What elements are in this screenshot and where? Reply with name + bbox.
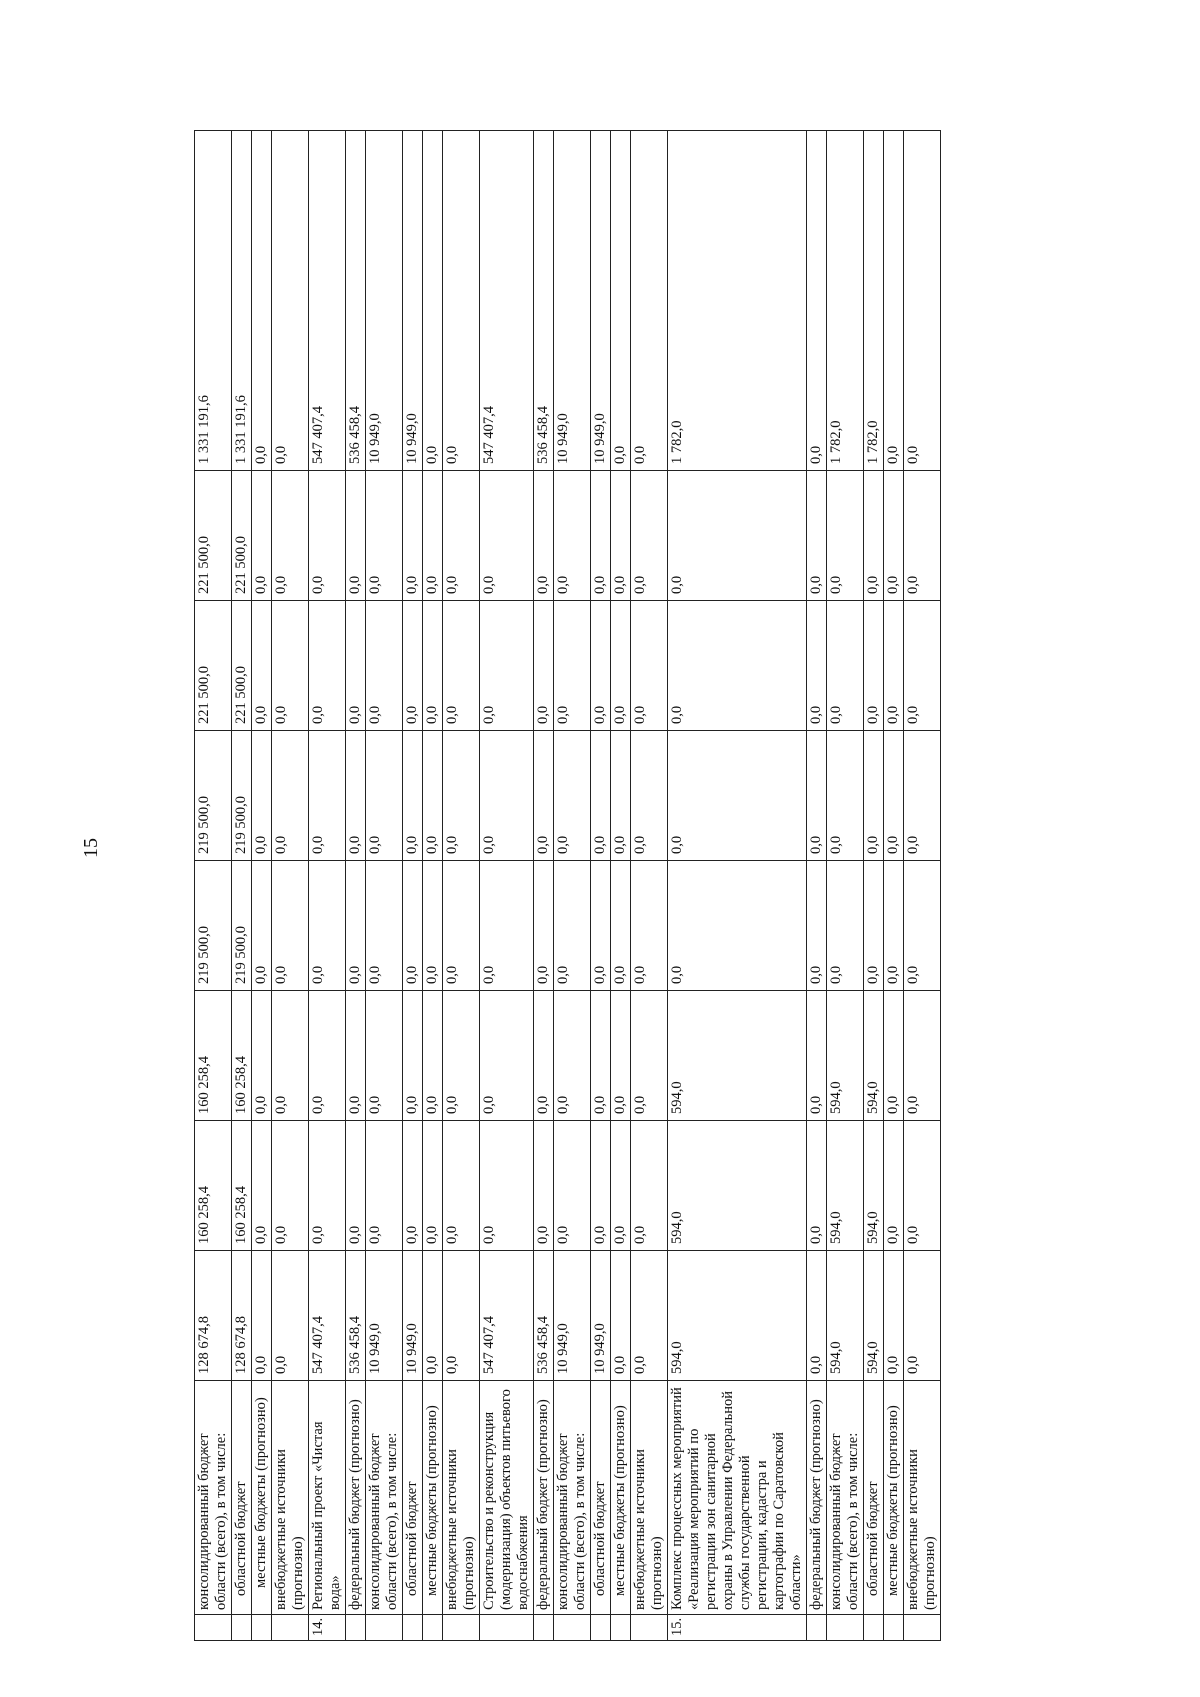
value-cell: 0,0 [554, 731, 591, 861]
value-cell: 0,0 [272, 731, 309, 861]
value-cell: 0,0 [443, 471, 480, 601]
value-cell: 0,0 [480, 1121, 534, 1251]
row-index [272, 1615, 309, 1641]
row-index [403, 1615, 423, 1641]
table-row [904, 131, 941, 1641]
value-cell: 0,0 [904, 1121, 941, 1251]
value-cell: 0,0 [807, 1121, 827, 1251]
value-cell: 0,0 [252, 731, 272, 861]
value-cell: 0,0 [807, 471, 827, 601]
row-total-cell: 0,0 [272, 131, 309, 471]
value-cell: 0,0 [611, 861, 631, 991]
table-row [309, 131, 346, 1641]
value-cell: 0,0 [591, 1121, 611, 1251]
value-cell: 0,0 [884, 1251, 904, 1381]
row-total-cell: 0,0 [904, 131, 941, 471]
value-cell: 0,0 [346, 861, 366, 991]
value-cell: 0,0 [904, 601, 941, 731]
table-row [884, 131, 904, 1641]
table-row [443, 131, 480, 1641]
row-total-cell: 0,0 [611, 131, 631, 471]
value-cell: 0,0 [827, 601, 864, 731]
value-cell: 0,0 [252, 1251, 272, 1381]
value-cell: 0,0 [480, 601, 534, 731]
row-label: федеральный бюджет (прогнозно) [807, 1381, 827, 1615]
value-cell: 0,0 [443, 1251, 480, 1381]
table-row [611, 131, 631, 1641]
value-cell: 10 949,0 [403, 1251, 423, 1381]
row-index [366, 1615, 403, 1641]
value-cell: 221 500,0 [232, 471, 252, 601]
value-cell: 10 949,0 [591, 1251, 611, 1381]
value-cell: 0,0 [668, 601, 807, 731]
value-cell: 536 458,4 [346, 1251, 366, 1381]
value-cell: 0,0 [534, 861, 554, 991]
row-total-cell: 0,0 [631, 131, 668, 471]
value-cell: 0,0 [534, 471, 554, 601]
table-row [423, 131, 443, 1641]
value-cell: 0,0 [403, 1121, 423, 1251]
value-cell: 160 258,4 [195, 991, 232, 1121]
value-cell: 0,0 [252, 991, 272, 1121]
value-cell: 10 949,0 [366, 1251, 403, 1381]
value-cell: 0,0 [366, 861, 403, 991]
value-cell: 219 500,0 [232, 731, 252, 861]
row-label: внебюджетные источники (прогнозно) [272, 1381, 309, 1615]
row-label: местные бюджеты (прогнозно) [611, 1381, 631, 1615]
value-cell: 0,0 [366, 471, 403, 601]
row-label: местные бюджеты (прогнозно) [884, 1381, 904, 1615]
row-total-cell: 10 949,0 [591, 131, 611, 471]
value-cell: 0,0 [272, 601, 309, 731]
row-label: консолидированный бюджет области (всего), в том числе: [554, 1381, 591, 1615]
table-row [591, 131, 611, 1641]
value-cell: 128 674,8 [232, 1251, 252, 1381]
row-label: Комплекс процессных мероприятий «Реализация мероприятий по регистрации зон санитарной охраны в Управлении Федеральной службы государственной регистрации, кадастра и картографии по Саратовской области» [668, 1381, 807, 1615]
value-cell: 0,0 [309, 471, 346, 601]
value-cell: 0,0 [611, 471, 631, 601]
value-cell: 0,0 [272, 471, 309, 601]
table-row [668, 131, 807, 1641]
value-cell: 594,0 [827, 1121, 864, 1251]
value-cell: 221 500,0 [195, 601, 232, 731]
value-cell: 0,0 [904, 861, 941, 991]
table-row [232, 131, 252, 1641]
value-cell: 0,0 [904, 1251, 941, 1381]
value-cell: 594,0 [864, 991, 884, 1121]
row-label: внебюджетные источники (прогнозно) [904, 1381, 941, 1615]
value-cell: 0,0 [423, 1251, 443, 1381]
value-cell: 0,0 [668, 731, 807, 861]
value-cell: 0,0 [591, 601, 611, 731]
value-cell: 0,0 [884, 471, 904, 601]
value-cell: 594,0 [668, 1251, 807, 1381]
row-total-cell: 1 782,0 [668, 131, 807, 471]
value-cell: 0,0 [904, 731, 941, 861]
value-cell: 0,0 [534, 1121, 554, 1251]
table-row [403, 131, 423, 1641]
value-cell: 221 500,0 [195, 471, 232, 601]
row-label: местные бюджеты (прогнозно) [423, 1381, 443, 1615]
row-label: областной бюджет [591, 1381, 611, 1615]
value-cell: 594,0 [864, 1251, 884, 1381]
value-cell: 0,0 [480, 991, 534, 1121]
row-label: федеральный бюджет (прогнозно) [346, 1381, 366, 1615]
value-cell: 594,0 [827, 991, 864, 1121]
value-cell: 547 407,4 [480, 1251, 534, 1381]
table-row [534, 131, 554, 1641]
value-cell: 0,0 [366, 991, 403, 1121]
row-label: областной бюджет [403, 1381, 423, 1615]
row-total-cell: 1 331 191,6 [232, 131, 252, 471]
row-total-cell: 1 782,0 [827, 131, 864, 471]
value-cell: 0,0 [864, 601, 884, 731]
row-total-cell: 547 407,4 [480, 131, 534, 471]
value-cell: 547 407,4 [309, 1251, 346, 1381]
value-cell: 0,0 [884, 731, 904, 861]
table-row [827, 131, 864, 1641]
value-cell: 160 258,4 [232, 991, 252, 1121]
value-cell: 0,0 [554, 601, 591, 731]
row-label: консолидированный бюджет области (всего), в том числе: [366, 1381, 403, 1615]
value-cell: 0,0 [346, 991, 366, 1121]
value-cell: 0,0 [591, 861, 611, 991]
value-cell: 0,0 [864, 731, 884, 861]
row-index [554, 1615, 591, 1641]
row-index: 15. [668, 1615, 807, 1641]
value-cell: 0,0 [403, 731, 423, 861]
value-cell: 0,0 [534, 731, 554, 861]
row-index [252, 1615, 272, 1641]
value-cell: 219 500,0 [195, 861, 232, 991]
value-cell: 0,0 [591, 991, 611, 1121]
value-cell: 0,0 [423, 601, 443, 731]
value-cell: 0,0 [443, 991, 480, 1121]
value-cell: 0,0 [252, 1121, 272, 1251]
value-cell: 0,0 [554, 471, 591, 601]
row-total-cell: 0,0 [884, 131, 904, 471]
value-cell: 594,0 [668, 991, 807, 1121]
table-row [631, 131, 668, 1641]
value-cell: 0,0 [423, 1121, 443, 1251]
value-cell: 0,0 [904, 471, 941, 601]
value-cell: 0,0 [443, 731, 480, 861]
row-label: консолидированный бюджет области (всего), в том числе: [195, 1381, 232, 1615]
budget-table-rotated [194, 131, 1064, 1641]
value-cell: 0,0 [554, 1121, 591, 1251]
row-index [611, 1615, 631, 1641]
row-index [631, 1615, 668, 1641]
value-cell: 0,0 [611, 1121, 631, 1251]
value-cell: 0,0 [252, 471, 272, 601]
row-total-cell: 547 407,4 [309, 131, 346, 471]
value-cell: 0,0 [480, 471, 534, 601]
value-cell: 0,0 [346, 1121, 366, 1251]
value-cell: 0,0 [309, 731, 346, 861]
row-label: Региональный проект «Чистая вода» [309, 1381, 346, 1615]
value-cell: 0,0 [309, 1121, 346, 1251]
row-label: областной бюджет [864, 1381, 884, 1615]
value-cell: 0,0 [403, 861, 423, 991]
row-total-cell: 1 331 191,6 [195, 131, 232, 471]
row-index [904, 1615, 941, 1641]
row-total-cell: 0,0 [443, 131, 480, 471]
value-cell: 0,0 [480, 861, 534, 991]
row-label: федеральный бюджет (прогнозно) [534, 1381, 554, 1615]
value-cell: 0,0 [309, 991, 346, 1121]
value-cell: 0,0 [631, 991, 668, 1121]
value-cell: 0,0 [884, 1121, 904, 1251]
value-cell: 0,0 [366, 731, 403, 861]
value-cell: 0,0 [346, 471, 366, 601]
value-cell: 0,0 [864, 861, 884, 991]
row-label: консолидированный бюджет области (всего), в том числе: [827, 1381, 864, 1615]
row-index [346, 1615, 366, 1641]
row-index [864, 1615, 884, 1641]
row-index: 14. [309, 1615, 346, 1641]
row-total-cell: 536 458,4 [534, 131, 554, 471]
value-cell: 221 500,0 [232, 601, 252, 731]
row-index [827, 1615, 864, 1641]
value-cell: 0,0 [864, 471, 884, 601]
value-cell: 160 258,4 [232, 1121, 252, 1251]
table-row [346, 131, 366, 1641]
row-index [807, 1615, 827, 1641]
value-cell: 594,0 [864, 1121, 884, 1251]
value-cell: 0,0 [807, 601, 827, 731]
value-cell: 0,0 [807, 731, 827, 861]
value-cell: 0,0 [554, 861, 591, 991]
value-cell: 0,0 [591, 471, 611, 601]
value-cell: 0,0 [534, 601, 554, 731]
value-cell: 0,0 [611, 601, 631, 731]
row-index [884, 1615, 904, 1641]
table-row [252, 131, 272, 1641]
page-number: 15 [80, 838, 102, 858]
value-cell: 0,0 [827, 471, 864, 601]
value-cell: 0,0 [807, 991, 827, 1121]
row-total-cell: 536 458,4 [346, 131, 366, 471]
row-index [195, 1615, 232, 1641]
value-cell: 0,0 [346, 601, 366, 731]
value-cell: 0,0 [631, 1251, 668, 1381]
row-label: внебюджетные источники (прогнозно) [443, 1381, 480, 1615]
row-index [423, 1615, 443, 1641]
row-index [591, 1615, 611, 1641]
row-label: местные бюджеты (прогнозно) [252, 1381, 272, 1615]
row-total-cell: 0,0 [807, 131, 827, 471]
table-row [807, 131, 827, 1641]
value-cell: 594,0 [668, 1121, 807, 1251]
value-cell: 0,0 [591, 731, 611, 861]
value-cell: 0,0 [631, 601, 668, 731]
value-cell: 0,0 [827, 731, 864, 861]
table-row [554, 131, 591, 1641]
value-cell: 0,0 [668, 471, 807, 601]
value-cell: 0,0 [631, 1121, 668, 1251]
value-cell: 0,0 [443, 861, 480, 991]
value-cell: 0,0 [252, 861, 272, 991]
row-label: внебюджетные источники (прогнозно) [631, 1381, 668, 1615]
value-cell: 0,0 [403, 601, 423, 731]
value-cell: 0,0 [309, 861, 346, 991]
value-cell: 0,0 [423, 991, 443, 1121]
value-cell: 0,0 [631, 861, 668, 991]
value-cell: 0,0 [631, 471, 668, 601]
value-cell: 0,0 [272, 861, 309, 991]
value-cell: 0,0 [443, 1121, 480, 1251]
row-label: Строительство и реконструкция (модернизация) объектов питьевого водоснабжения [480, 1381, 534, 1615]
value-cell: 0,0 [884, 601, 904, 731]
table-row [272, 131, 309, 1641]
row-total-cell: 10 949,0 [403, 131, 423, 471]
table-row [195, 131, 232, 1641]
value-cell: 0,0 [366, 601, 403, 731]
value-cell: 160 258,4 [195, 1121, 232, 1251]
value-cell: 0,0 [554, 991, 591, 1121]
row-total-cell: 0,0 [252, 131, 272, 471]
value-cell: 0,0 [252, 601, 272, 731]
row-total-cell: 10 949,0 [554, 131, 591, 471]
budget-table [194, 130, 941, 1641]
table-row [366, 131, 403, 1641]
row-index [480, 1615, 534, 1641]
value-cell: 0,0 [884, 991, 904, 1121]
value-cell: 0,0 [631, 731, 668, 861]
value-cell: 0,0 [403, 471, 423, 601]
row-total-cell: 10 949,0 [366, 131, 403, 471]
value-cell: 0,0 [272, 1251, 309, 1381]
row-index [232, 1615, 252, 1641]
value-cell: 0,0 [534, 991, 554, 1121]
value-cell: 219 500,0 [232, 861, 252, 991]
value-cell: 0,0 [366, 1121, 403, 1251]
value-cell: 0,0 [904, 991, 941, 1121]
value-cell: 0,0 [807, 1251, 827, 1381]
value-cell: 10 949,0 [554, 1251, 591, 1381]
row-total-cell: 0,0 [423, 131, 443, 471]
value-cell: 0,0 [403, 991, 423, 1121]
value-cell: 0,0 [272, 991, 309, 1121]
table-row [480, 131, 534, 1641]
value-cell: 536 458,4 [534, 1251, 554, 1381]
value-cell: 0,0 [423, 731, 443, 861]
row-total-cell: 1 782,0 [864, 131, 884, 471]
value-cell: 128 674,8 [195, 1251, 232, 1381]
value-cell: 0,0 [443, 601, 480, 731]
row-index [443, 1615, 480, 1641]
value-cell: 0,0 [272, 1121, 309, 1251]
row-label: областной бюджет [232, 1381, 252, 1615]
value-cell: 594,0 [827, 1251, 864, 1381]
value-cell: 0,0 [884, 861, 904, 991]
value-cell: 0,0 [807, 861, 827, 991]
value-cell: 0,0 [611, 1251, 631, 1381]
value-cell: 0,0 [423, 471, 443, 601]
value-cell: 0,0 [309, 601, 346, 731]
row-index [534, 1615, 554, 1641]
value-cell: 219 500,0 [195, 731, 232, 861]
value-cell: 0,0 [611, 991, 631, 1121]
value-cell: 0,0 [668, 861, 807, 991]
value-cell: 0,0 [480, 731, 534, 861]
value-cell: 0,0 [346, 731, 366, 861]
value-cell: 0,0 [611, 731, 631, 861]
value-cell: 0,0 [423, 861, 443, 991]
table-row [864, 131, 884, 1641]
value-cell: 0,0 [827, 861, 864, 991]
